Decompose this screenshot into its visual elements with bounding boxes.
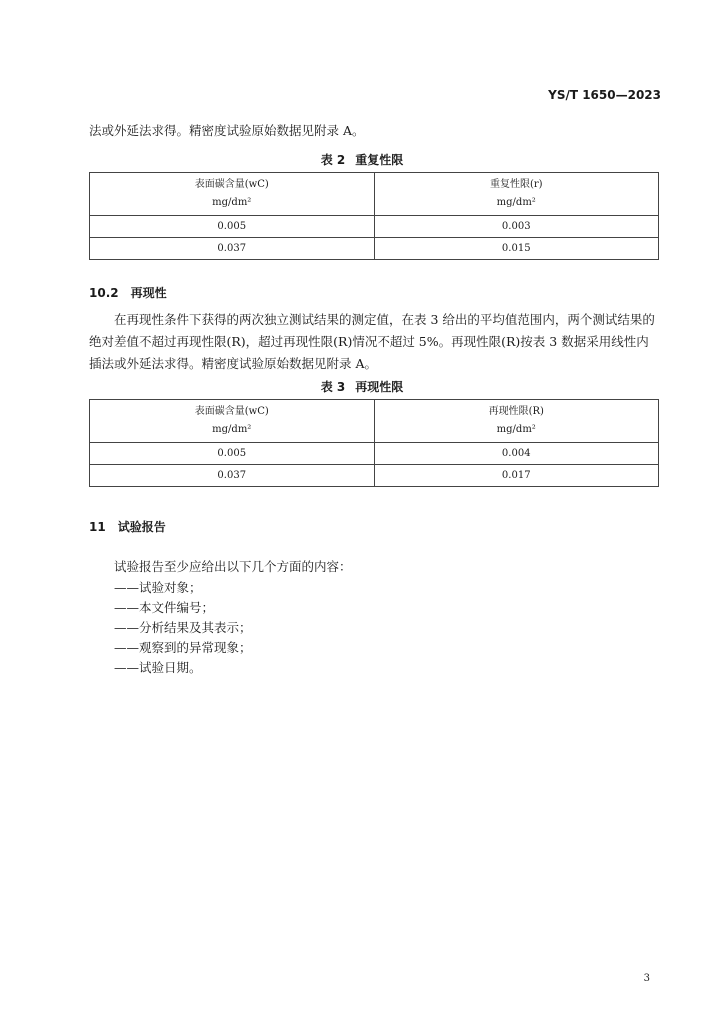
table2-header-row [90, 173, 659, 216]
list-item: ——本文件编号； [114, 600, 215, 615]
section-10-2-heading [89, 284, 167, 301]
table2-cell: 0.003 [374, 216, 659, 238]
table3-header-row [90, 400, 659, 443]
section-11-title: 试验报告 [117, 520, 166, 534]
section-10-2-line: 在再现性条件下获得的两次独立测试结果的测定值，在表 3 给出的平均值范围内，两个测试结果的 [114, 312, 655, 327]
list-item: ——分析结果及其表示； [114, 620, 252, 635]
list-item: ——观察到的异常现象； [114, 640, 252, 655]
table-row [90, 238, 659, 260]
table2-title: 重复性限 [355, 153, 404, 167]
table2-cell: 0.037 [90, 238, 375, 260]
table3-title: 再现性限 [355, 380, 404, 394]
standard-code: YS/T 1650—2023 [548, 88, 661, 102]
report-items-list [114, 578, 252, 678]
table3-col2-unit: mg/dm² [496, 424, 536, 435]
table2 [89, 172, 659, 260]
table3-header-cell [90, 400, 375, 443]
section-11-number: 11 [89, 520, 106, 534]
table2-cell: 0.015 [374, 238, 659, 260]
table3-cell: 0.037 [90, 465, 375, 487]
table2-col2-name: 重复性限(r) [489, 179, 543, 190]
section-10-2-line: 绝对差值不超过再现性限(R)，超过再现性限(R)情况不超过 5%。再现性限(R)按表 3 数据采用线性内 [89, 334, 649, 349]
section-10-2-title: 再现性 [130, 286, 167, 300]
intro-line: 法或外延法求得。精密度试验原始数据见附录 A。 [89, 123, 365, 138]
list-item: ——试验日期。 [114, 660, 202, 675]
table2-header-cell [90, 173, 375, 216]
table3-col1-name: 表面碳含量(wC) [194, 406, 269, 417]
table3-col2-name: 再现性限(R) [488, 406, 544, 417]
section-10-2-line: 插法或外延法求得。精密度试验原始数据见附录 A。 [89, 356, 378, 371]
section-10-2-number: 10.2 [89, 286, 119, 300]
table2-caption [0, 151, 724, 168]
section-11-intro: 试验报告至少应给出以下几个方面的内容： [114, 559, 352, 574]
table2-header-cell [374, 173, 659, 216]
table2-cell: 0.005 [90, 216, 375, 238]
table3-number: 表 3 [320, 380, 346, 394]
section-11-heading [89, 518, 166, 535]
table3 [89, 399, 659, 487]
table3-cell: 0.017 [374, 465, 659, 487]
table3-cell: 0.005 [90, 443, 375, 465]
list-item: ——试验对象； [114, 580, 202, 595]
table3-header-cell [374, 400, 659, 443]
table-row [90, 216, 659, 238]
section-10-2-body [89, 309, 664, 375]
table2-col2-unit: mg/dm² [496, 197, 536, 208]
table2-col1-name: 表面碳含量(wC) [194, 179, 269, 190]
table-row [90, 443, 659, 465]
table3-col1-unit: mg/dm² [212, 424, 252, 435]
table2-number: 表 2 [320, 153, 346, 167]
table3-caption [0, 378, 724, 395]
page-number: 3 [643, 973, 650, 984]
table2-col1-unit: mg/dm² [212, 197, 252, 208]
table3-cell: 0.004 [374, 443, 659, 465]
table-row [90, 465, 659, 487]
